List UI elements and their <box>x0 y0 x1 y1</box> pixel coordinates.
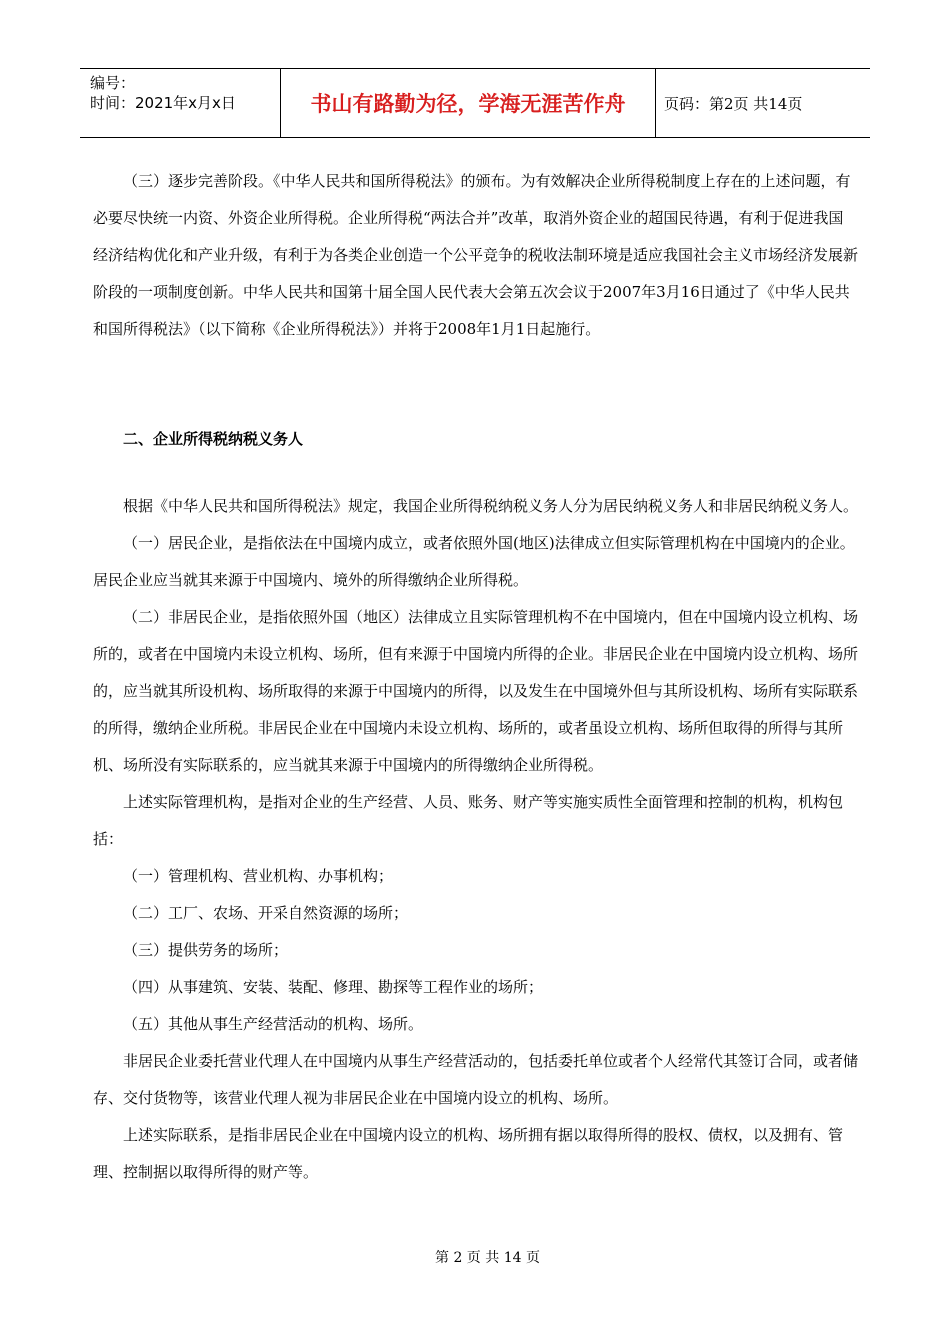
list-item: （一）管理机构、营业机构、办事机构； <box>123 867 394 885</box>
paragraph: （二）非居民企业，是指依照外国（地区）法律成立且实际管理机构不在中国境内，但在中国境内设立机构、场所的，或者在中国境内未设立机构、场所，但有来源于中国境内所得的企业。非居民企业在中国境内设立机构、场所的，应当就其所设机构、场所取得的来源于中国境内的所得，以及发生在中国境外但与其所设机构、场所有实际联系的所得，缴纳企业所税。非居民企业在中国境内未设立机构、场所的，或者虽设立机构、场所但取得的所得与其所机、场所没有实际联系的，应当就其来源于中国境内的所得缴纳企业所得税。 <box>93 608 859 774</box>
list-item: （二）工厂、农场、开采自然资源的场所； <box>123 904 409 922</box>
paragraph-block-2 <box>93 488 858 1191</box>
date-label: 时间：2021年x月x日 <box>90 94 236 112</box>
motto-text: 书山有路勤为径，学海无涯苦作舟 <box>310 92 626 116</box>
paragraph: （三）逐步完善阶段。《中华人民共和国所得税法》的颁布。为有效解决企业所得税制度上存在的上述问题，有必要尽快统一内资、外资企业所得税。企业所得税“两法合并”改革，取消外资企业的超国民待遇，有利于促进我国经济结构优化和产业升级，有利于为各类企业创造一个公平竞争的税收法制环境是适应我国社会主义市场经济发展新阶段的一项制度创新。中华人民共和国第十届全国人民代表大会第五次会议于2007年3月16日通过了《中华人民共和国所得税法》（以下简称《企业所得税法》）并将于2008年1月1日起施行。 <box>93 172 859 338</box>
motto-cell <box>281 69 656 137</box>
paragraph-block-1 <box>93 163 858 348</box>
list-item: （三）提供劳务的场所； <box>123 941 289 959</box>
header-meta-cell <box>80 69 281 137</box>
paragraph: 上述实际联系，是指非居民企业在中国境内设立的机构、场所拥有据以取得所得的股权、债权，以及拥有、管理、控制据以取得所得的财产等。 <box>93 1126 844 1181</box>
page-footer: 第 2 页 共 14 页 <box>435 1250 540 1266</box>
paragraph: 根据《中华人民共和国所得税法》规定，我国企业所得税纳税义务人分为居民纳税义务人和非居民纳税义务人。 <box>123 497 859 515</box>
section-heading: 二、企业所得税纳税义务人 <box>123 430 304 448</box>
number-label: 编号： <box>90 74 136 92</box>
page-info-text: 页码：第2页 共14页 <box>664 94 803 113</box>
page-info-cell <box>656 69 870 137</box>
paragraph: 上述实际管理机构，是指对企业的生产经营、人员、账务、财产等实施实质性全面管理和控制的机构，机构包括： <box>93 793 844 848</box>
header-table <box>80 68 870 138</box>
list-item: （五）其他从事生产经营活动的机构、场所。 <box>123 1015 424 1033</box>
paragraph: （一）居民企业，是指依法在中国境内成立，或者依照外国(地区)法律成立但实际管理机构在中国境内的企业。居民企业应当就其来源于中国境内、境外的所得缴纳企业所得税。 <box>93 534 855 589</box>
paragraph: 非居民企业委托营业代理人在中国境内从事生产经营活动的，包括委托单位或者个人经常代其签订合同，或者储存、交付货物等，该营业代理人视为非居民企业在中国境内设立的机构、场所。 <box>93 1052 859 1107</box>
list-item: （四）从事建筑、安装、装配、修理、勘探等工程作业的场所； <box>123 978 544 996</box>
